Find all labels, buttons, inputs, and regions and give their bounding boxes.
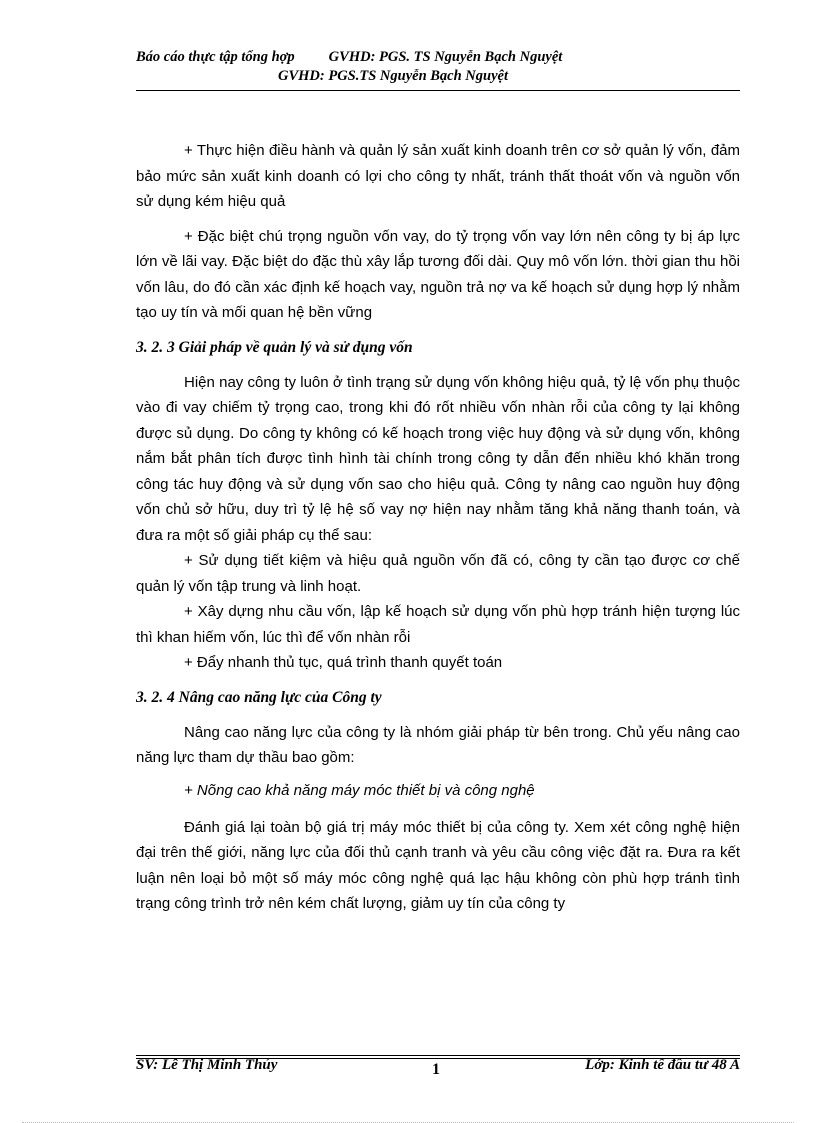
- footer-divider: [136, 1055, 740, 1056]
- page-number: 1: [432, 1061, 440, 1078]
- page-body: [136, 138, 740, 917]
- paragraph-evaluation: Đánh giá lại toàn bộ giá trị máy móc thiết bị của công ty. Xem xét công nghệ hiện đại trên thế giới, năng lực của đối thủ cạnh tranh và yêu cầu công việc đặt ra. Đưa ra kết luận nên loại bỏ một số máy móc công nghệ quá lạc hậu không còn phù hợp tránh tình trạng công trình trở nên kém chất lượng, giảm uy tín của công ty: [136, 818, 740, 912]
- footer-student-name: SV: Lê Thị Minh Thủy: [136, 1057, 278, 1073]
- header-divider: [136, 90, 740, 91]
- paragraph-capacity-intro: Nâng cao năng lực của công ty là nhóm giải pháp từ bên trong. Chủ yếu nâng cao năng lực tham dự thầu bao gồm:: [136, 723, 740, 766]
- paragraph-solution-2: + Xây dựng nhu cầu vốn, lập kế hoạch sử dụng vốn phù hợp tránh hiện tượng lúc thì khan hiếm vốn, lúc thì để vốn nhàn rỗi: [136, 603, 740, 646]
- header-supervisor: GVHD: PGS. TS Nguyễn Bạch Nguyệt: [328, 49, 563, 65]
- paragraph-solution-1: + Sử dụng tiết kiệm và hiệu quả nguồn vốn đã có, công ty cần tạo được cơ chế quản lý vốn tập trung và linh hoạt.: [136, 552, 740, 595]
- footer-class-name: Lớp: Kinh tế đầu tư 48 A: [585, 1057, 740, 1073]
- italic-subitem-machinery: + Nõng cao khả năng máy móc thiết bị và công nghệ: [184, 781, 535, 799]
- paragraph-capital-management: + Thực hiện điều hành và quản lý sản xuất kinh doanh trên cơ sở quản lý vốn, đảm bảo mức sản xuất kinh doanh có lợi cho công ty nhất, tránh thất thoát vốn và nguồn vốn sử dụng kém hiệu quả: [136, 142, 740, 210]
- paragraph-solution-3: + Đẩy nhanh thủ tục, quá trình thanh quyết toán: [184, 654, 503, 671]
- header-line-1: [136, 48, 740, 67]
- header-report-title: Báo cáo thực tập tổng hợp: [136, 49, 295, 65]
- page-footer: [136, 1057, 740, 1081]
- page-header: [136, 48, 740, 86]
- paragraph-loan-capital: + Đặc biệt chú trọng nguồn vốn vay, do tỷ trọng vốn vay lớn nên công ty bị áp lực lớn về lãi vay. Đặc biệt do đặc thù xây lắp tương đối dài. Quy mô vốn lớn. thời gian thu hồi vốn lâu, do đó cần xác định kế hoạch vay, nguồn trả nợ va kế hoạch sử dụng hợp lý nhằm tạo uy tín và mối quan hệ bền vững: [136, 227, 740, 321]
- paragraph-current-situation: Hiện nay công ty luôn ở tình trạng sử dụng vốn không hiệu quả, tỷ lệ vốn phụ thuộc vào đi vay chiếm tỷ trọng cao, trong khi đó rốt nhiều vốn nhàn rỗi của công ty lại không được sủ dụng. Do công ty không có kế hoạch trong việc huy động và sử dụng vốn, không nắm bắt phân tích được tình hình tài chính trong công ty dẫn đến nhiều khó khăn trong công tác huy động và sử dụng vốn sao cho hiệu quả. Công ty nâng cao nguồn huy động vốn chủ sở hữu, duy trì tỷ lệ hệ số vay nợ hiện nay nhằm tăng khả năng thanh toán, và đưa ra một số giải pháp cụ thể sau:: [136, 373, 740, 544]
- section-heading-3-2-3: 3. 2. 3 Giải pháp về quản lý và sử dụng vốn: [136, 338, 413, 356]
- section-heading-3-2-4: 3. 2. 4 Nâng cao năng lực của Công ty: [136, 688, 382, 706]
- header-line-2: GVHD: PGS.TS Nguyễn Bạch Nguyệt: [278, 68, 508, 84]
